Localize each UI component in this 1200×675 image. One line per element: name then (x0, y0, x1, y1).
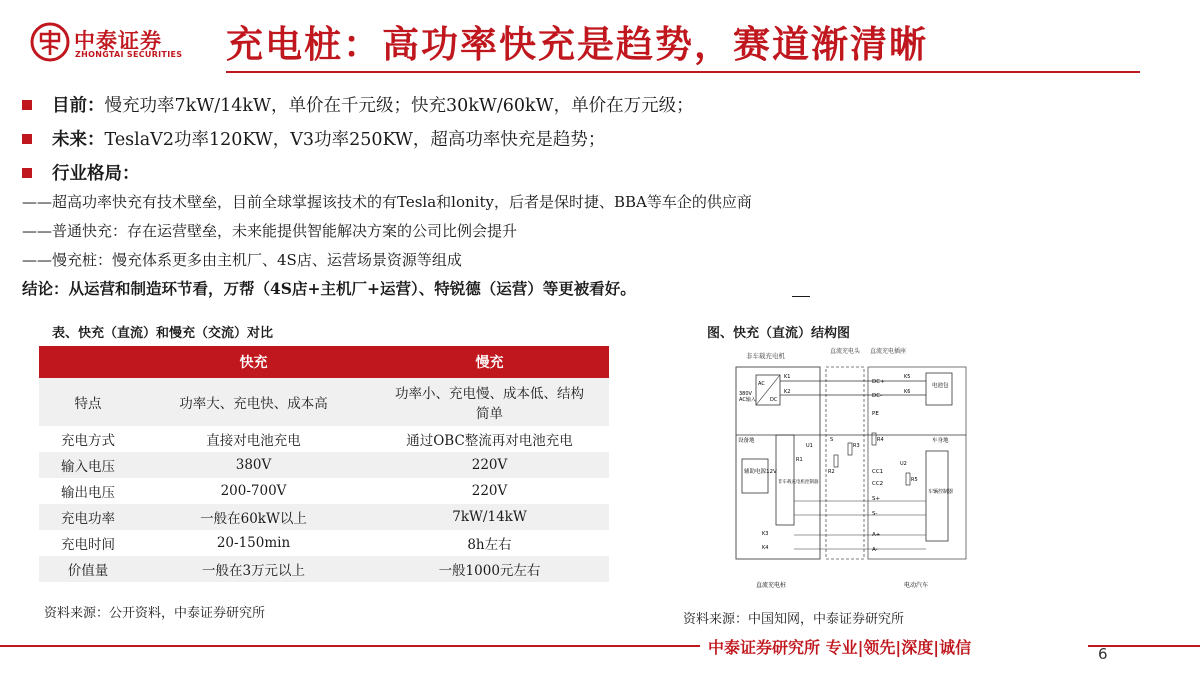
label-k2: K2 (784, 389, 791, 395)
bullet-square-icon (22, 168, 32, 178)
table-header-cell: 慢充 (370, 346, 609, 378)
bullet-future (22, 126, 605, 151)
label-k1: K1 (784, 374, 791, 380)
label-chassis: 车身地 (932, 438, 949, 444)
diagram-source: 资料来源：中国知网，中泰证券研究所 (683, 612, 905, 627)
table-cell: 特点 (39, 378, 137, 426)
fast-charging-structure-diagram (726, 343, 976, 593)
label-k4: K4 (762, 545, 769, 551)
label-dc-head: 直流充电头 (830, 348, 861, 355)
bullet-text: TeslaV2功率120KW，V3功率250KW，超高功率快充是趋势； (104, 130, 606, 150)
table-cell: 7kW/14kW (370, 504, 609, 530)
conclusion-text: 结论：从运营和制造环节看，万帮（4S店+主机厂+运营）、特锐德（运营）等更被看好。 (22, 279, 636, 298)
table-cell: 功率小、充电慢、成本低、结构简单 (370, 378, 609, 426)
label-s: S (830, 437, 834, 443)
pin-label: S- (872, 511, 878, 517)
table-row (39, 530, 609, 556)
label-dc-socket: 直流充电插座 (870, 348, 907, 355)
label-dc: DC (770, 397, 778, 403)
label-ground: 设备地 (738, 438, 755, 444)
bullet-industry (22, 160, 140, 185)
table-cell: 20-150min (137, 530, 370, 556)
table-row (39, 452, 609, 478)
table-cell: 充电功率 (39, 504, 137, 530)
bullet-square-icon (22, 100, 32, 110)
table-cell: 充电时间 (39, 530, 137, 556)
table-cell: 输入电压 (39, 452, 137, 478)
footer-slogan: 中泰证券研究所 专业|领先|深度|诚信 (708, 638, 972, 657)
table-source: 资料来源：公开资料，中泰证券研究所 (44, 606, 266, 621)
page-number: 6 (1098, 645, 1108, 663)
table-row (39, 556, 609, 582)
logo-emblem-icon (30, 22, 70, 62)
table-row (39, 426, 609, 452)
label-aux: 辅助电源12V (744, 469, 777, 475)
table-cell: 直接对电池充电 (137, 426, 370, 452)
table-cell: 8h左右 (370, 530, 609, 556)
pin-label: PE (872, 411, 879, 417)
table-header-cell: 快充 (137, 346, 370, 378)
detail-line: ——超高功率快充有技术壁垒，目前全球掌握该技术的有Tesla和lonity，后者是保时捷、BBA等车企的供应商 (22, 193, 752, 211)
table-row (39, 378, 609, 426)
bullet-text: 慢充功率7kW/14kW，单价在千元级；快充30kW/60kW，单价在万元级； (104, 96, 694, 116)
page-title: 充电桩：高功率快充是趋势，赛道渐清晰 (226, 23, 928, 66)
label-charger-ctrl: 非车载充电机控制器 (778, 480, 819, 485)
label-non-onboard: 非车载充电机 (746, 352, 785, 360)
label-vehicle-ctrl: 车辆控制器 (928, 489, 954, 495)
table-header-row (39, 346, 609, 378)
table-cell: 输出电压 (39, 478, 137, 504)
table-cell: 380V (137, 452, 370, 478)
logo-text: 中泰证券 (74, 29, 162, 53)
header-divider (226, 71, 1140, 73)
label-k3: K3 (762, 531, 769, 537)
label-u2: U2 (900, 461, 907, 467)
table-row (39, 504, 609, 530)
table-cell: 220V (370, 478, 609, 504)
label-k5: K5 (904, 374, 911, 380)
table-cell: 220V (370, 452, 609, 478)
company-logo (30, 22, 220, 66)
table-cell: 一般在3万元以上 (137, 556, 370, 582)
pin-label: S+ (872, 496, 881, 502)
label-r4: R4 (877, 437, 884, 443)
table-caption: 表、快充（直流）和慢充（交流）对比 (52, 326, 274, 341)
label-r1: R1 (796, 457, 803, 463)
label-battery: 电池包 (932, 383, 949, 389)
table-cell: 价值量 (39, 556, 137, 582)
pin-label: DC- (872, 393, 883, 399)
table-cell: 200-700V (137, 478, 370, 504)
label-u1: U1 (806, 443, 813, 449)
pin-label: A+ (872, 532, 881, 538)
pin-label: A- (872, 547, 878, 553)
label-ac-input: AC输入 (739, 397, 756, 403)
table-cell: 一般在60kW以上 (137, 504, 370, 530)
vehicle-frame (868, 367, 966, 559)
label-ac: AC (758, 381, 765, 387)
label-r2: R2 (828, 469, 835, 475)
logo-text-en: ZHONGTAI SECURITIES (75, 50, 183, 59)
pin-label: DC+ (872, 379, 885, 385)
label-r5: R5 (911, 477, 918, 483)
table-cell: 一般1000元左右 (370, 556, 609, 582)
aux-power-box (742, 459, 768, 493)
pin-label: CC1 (872, 469, 884, 475)
diagram-caption: 图、快充（直流）结构图 (707, 326, 851, 341)
vehicle-controller-box (926, 451, 948, 541)
detail-line: ——慢充桩：慢充体系更多由主机厂、4S店、运营场景资源等组成 (22, 251, 462, 269)
table-cell: 充电方式 (39, 426, 137, 452)
pin-label: CC2 (872, 481, 884, 487)
footer-divider (0, 645, 700, 647)
connector-frame (826, 367, 864, 559)
bullet-label: 行业格局： (52, 164, 140, 184)
comparison-table (39, 346, 609, 582)
conclusion-underline (792, 296, 810, 297)
battery-pack (926, 373, 952, 405)
label-k6: K6 (904, 389, 911, 395)
table-header-cell (39, 346, 137, 378)
bullet-label: 目前： (52, 96, 105, 116)
label-dc-pile: 直流充电桩 (756, 582, 787, 589)
label-ev: 电动汽车 (904, 582, 929, 589)
label-r3: R3 (853, 443, 860, 449)
bullet-label: 未来： (52, 130, 105, 150)
bullet-square-icon (22, 134, 32, 144)
table-row (39, 478, 609, 504)
bullet-current (22, 92, 694, 117)
table-cell: 通过OBC整流再对电池充电 (370, 426, 609, 452)
detail-line: ——普通快充：存在运营壁垒，未来能提供智能解决方案的公司比例会提升 (22, 222, 518, 240)
label-380v: 380V (739, 391, 752, 397)
table-cell: 功率大、充电快、成本高 (137, 378, 370, 426)
